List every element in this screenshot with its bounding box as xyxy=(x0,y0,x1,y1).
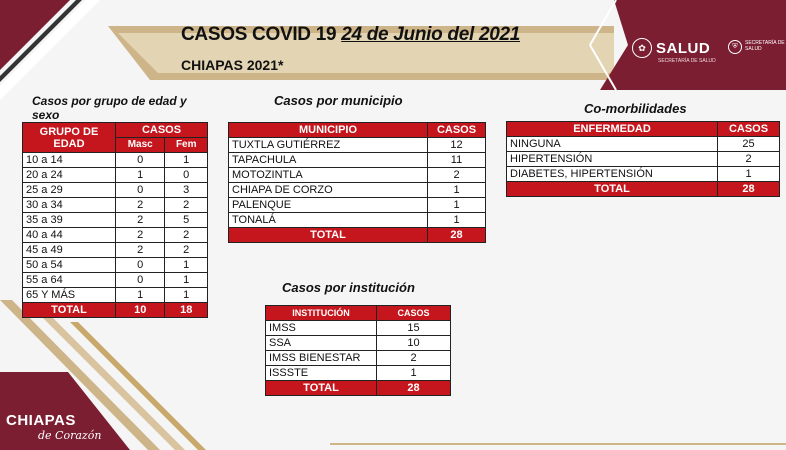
municipio-col-municipio: MUNICIPIO xyxy=(229,123,428,138)
municipio-cell-nombre: TAPACHULA xyxy=(229,153,428,168)
edad-cell-fem: 1 xyxy=(165,273,208,288)
edad-cell-masc: 0 xyxy=(116,258,165,273)
municipio-cell-casos: 1 xyxy=(428,183,486,198)
comorb-col-enfermedad: ENFERMEDAD xyxy=(507,122,718,137)
mexico-seal-icon: ✿ xyxy=(632,38,652,58)
institucion-cell-nombre: IMSS BIENESTAR xyxy=(266,351,377,366)
edad-cell-fem: 1 xyxy=(165,258,208,273)
comorb-cell-nombre: DIABETES, HIPERTENSIÓN xyxy=(507,167,718,182)
edad-cell-masc: 2 xyxy=(116,198,165,213)
comorb-total-row xyxy=(507,182,780,197)
municipio-cell-nombre: PALENQUE xyxy=(229,198,428,213)
edad-cell-fem: 1 xyxy=(165,153,208,168)
edad-section-title: Casos por grupo de edad y sexo xyxy=(32,94,187,122)
edad-cell-grupo: 40 a 44 xyxy=(23,228,116,243)
edad-col-masc: Masc xyxy=(116,138,165,153)
institucion-total: 28 xyxy=(377,381,451,396)
municipio-row xyxy=(229,138,486,153)
salud-word: SALUD xyxy=(656,39,711,57)
municipio-row xyxy=(229,213,486,228)
comorb-row xyxy=(507,137,780,152)
institucion-col-casos: CASOS xyxy=(377,306,451,321)
edad-cell-grupo: 55 a 64 xyxy=(23,273,116,288)
edad-row xyxy=(23,243,208,258)
edad-total-masc: 10 xyxy=(116,303,165,318)
municipio-cell-nombre: TUXTLA GUTIÉRREZ xyxy=(229,138,428,153)
municipio-total-row xyxy=(229,228,486,243)
edad-cell-grupo: 25 a 29 xyxy=(23,183,116,198)
edad-cell-masc: 1 xyxy=(116,168,165,183)
secretaria-text: SECRETARÍA DE SALUD xyxy=(745,40,785,52)
municipio-total: 28 xyxy=(428,228,486,243)
institucion-total-row xyxy=(266,381,451,396)
edad-cell-fem: 0 xyxy=(165,168,208,183)
edad-cell-fem: 5 xyxy=(165,213,208,228)
comorb-cell-casos: 2 xyxy=(718,152,780,167)
municipio-row xyxy=(229,168,486,183)
edad-col-group: GRUPO DE EDAD xyxy=(23,123,116,153)
comorb-table xyxy=(506,121,780,197)
chiapas-seal-icon: ⛨ xyxy=(728,40,742,54)
edad-cell-masc: 1 xyxy=(116,288,165,303)
edad-cell-fem: 2 xyxy=(165,243,208,258)
comorb-cell-nombre: HIPERTENSIÓN xyxy=(507,152,718,167)
edad-cell-fem: 3 xyxy=(165,183,208,198)
edad-cell-grupo: 20 a 24 xyxy=(23,168,116,183)
municipio-row xyxy=(229,183,486,198)
edad-cell-masc: 0 xyxy=(116,273,165,288)
edad-cell-grupo: 45 a 49 xyxy=(23,243,116,258)
institucion-table xyxy=(265,305,451,396)
chiapas-tagline: de Corazón xyxy=(38,429,102,442)
edad-total-row xyxy=(23,303,208,318)
comorb-cell-nombre: NINGUNA xyxy=(507,137,718,152)
edad-cell-grupo: 10 a 14 xyxy=(23,153,116,168)
edad-cell-grupo: 35 a 39 xyxy=(23,213,116,228)
edad-cell-grupo: 65 Y MÁS xyxy=(23,288,116,303)
municipio-table xyxy=(228,122,486,243)
edad-row xyxy=(23,273,208,288)
title-prefix: CASOS COVID 19 xyxy=(181,24,337,45)
municipio-cell-nombre: TONALÁ xyxy=(229,213,428,228)
municipio-col-casos: CASOS xyxy=(428,123,486,138)
salud-logo xyxy=(632,38,716,64)
comorb-row xyxy=(507,167,780,182)
comorb-section-title: Co-morbilidades xyxy=(584,101,687,116)
edad-row xyxy=(23,198,208,213)
edad-col-casos: CASOS xyxy=(116,123,208,138)
municipio-section-title: Casos por municipio xyxy=(274,93,403,108)
edad-cell-grupo: 50 a 54 xyxy=(23,258,116,273)
edad-cell-grupo: 30 a 34 xyxy=(23,198,116,213)
institucion-cell-nombre: SSA xyxy=(266,336,377,351)
institucion-row xyxy=(266,321,451,336)
edad-table xyxy=(22,122,208,318)
chiapas-logo xyxy=(0,360,130,450)
comorb-total: 28 xyxy=(718,182,780,197)
comorb-cell-casos: 1 xyxy=(718,167,780,182)
secretaria-logo xyxy=(728,40,786,54)
edad-cell-masc: 0 xyxy=(116,153,165,168)
institucion-cell-casos: 15 xyxy=(377,321,451,336)
institucion-total-label: TOTAL xyxy=(266,381,377,396)
edad-row xyxy=(23,288,208,303)
municipio-total-label: TOTAL xyxy=(229,228,428,243)
institucion-row xyxy=(266,351,451,366)
comorb-cell-casos: 25 xyxy=(718,137,780,152)
institucion-cell-nombre: IMSS xyxy=(266,321,377,336)
edad-cell-masc: 0 xyxy=(116,183,165,198)
edad-col-fem: Fem xyxy=(165,138,208,153)
municipio-cell-casos: 2 xyxy=(428,168,486,183)
salud-subtitle: SECRETARÍA DE SALUD xyxy=(658,58,716,64)
institucion-cell-casos: 10 xyxy=(377,336,451,351)
municipio-cell-casos: 1 xyxy=(428,198,486,213)
edad-row xyxy=(23,168,208,183)
comorb-total-label: TOTAL xyxy=(507,182,718,197)
edad-cell-fem: 2 xyxy=(165,198,208,213)
edad-row xyxy=(23,258,208,273)
institucion-row xyxy=(266,336,451,351)
institucion-cell-casos: 2 xyxy=(377,351,451,366)
municipio-row xyxy=(229,153,486,168)
municipio-cell-casos: 1 xyxy=(428,213,486,228)
edad-cell-masc: 2 xyxy=(116,213,165,228)
page-subtitle: CHIAPAS 2021* xyxy=(181,57,284,73)
institucion-section-title: Casos por institución xyxy=(282,280,415,295)
edad-row xyxy=(23,183,208,198)
municipio-cell-casos: 12 xyxy=(428,138,486,153)
institucion-row xyxy=(266,366,451,381)
edad-row xyxy=(23,213,208,228)
institucion-cell-nombre: ISSSTE xyxy=(266,366,377,381)
edad-cell-masc: 2 xyxy=(116,228,165,243)
municipio-cell-casos: 11 xyxy=(428,153,486,168)
institucion-cell-casos: 1 xyxy=(377,366,451,381)
edad-row xyxy=(23,153,208,168)
edad-total-label: TOTAL xyxy=(23,303,116,318)
municipio-cell-nombre: CHIAPA DE CORZO xyxy=(229,183,428,198)
page-title xyxy=(181,24,520,46)
title-date: 24 de Junio del 2021 xyxy=(341,24,521,45)
edad-cell-masc: 2 xyxy=(116,243,165,258)
municipio-cell-nombre: MOTOZINTLA xyxy=(229,168,428,183)
chiapas-name: CHIAPAS xyxy=(6,412,76,429)
institucion-col-institucion: INSTITUCIÓN xyxy=(266,306,377,321)
edad-cell-fem: 1 xyxy=(165,288,208,303)
edad-total-fem: 18 xyxy=(165,303,208,318)
edad-cell-fem: 2 xyxy=(165,228,208,243)
edad-row xyxy=(23,228,208,243)
comorb-row xyxy=(507,152,780,167)
comorb-col-casos: CASOS xyxy=(718,122,780,137)
municipio-row xyxy=(229,198,486,213)
